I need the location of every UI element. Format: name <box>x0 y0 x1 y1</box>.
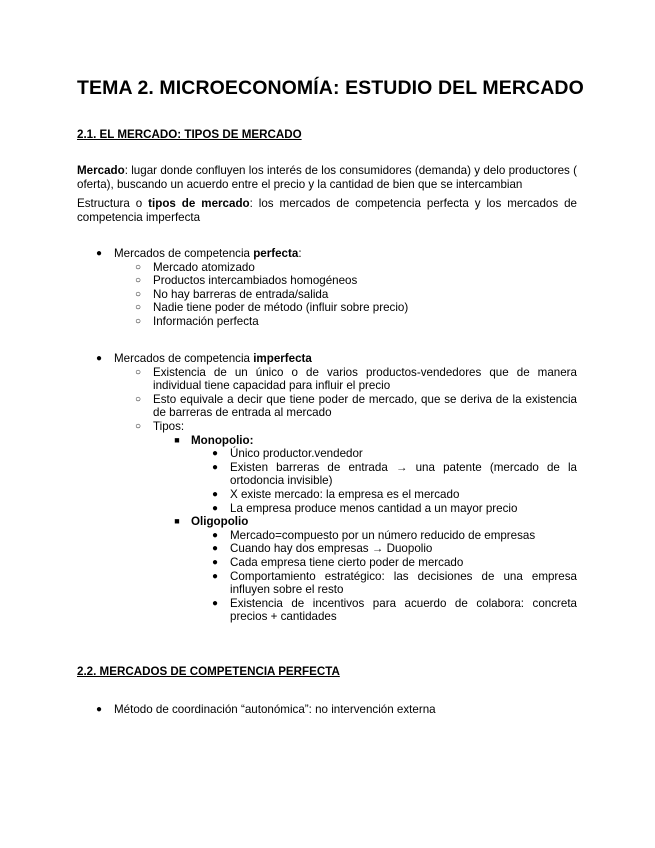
list-item: ○ Información perfecta <box>114 315 577 329</box>
list-item: ● Existencia de incentivos para acuerdo de colabora: concreta precios + cantidades <box>191 597 577 624</box>
term-tipos-de-mercado: tipos de mercado <box>148 197 250 210</box>
list-item: ○ Existencia de un único o de varios productos-vendedores que de manera individual tiene capacidad para influir el precio <box>114 366 577 393</box>
list-item: ○ Mercado atomizado <box>114 261 577 275</box>
bullet-icon: ● <box>211 543 219 555</box>
section-heading-2-2: 2.2. MERCADOS DE COMPETENCIA PERFECTA <box>77 665 340 678</box>
list-item <box>153 515 577 624</box>
list-item: ● X existe mercado: la empresa es el mercado <box>191 488 577 502</box>
list-item: ○ Productos intercambiados homogéneos <box>114 274 577 288</box>
circle-bullet-icon: ○ <box>134 302 142 314</box>
list-item <box>77 247 577 329</box>
list-competencia-imperfecta <box>77 352 577 624</box>
term-mercado: Mercado <box>77 164 125 177</box>
perfecta-sublist <box>114 261 577 329</box>
list-item: ● Único productor.vendedor <box>191 447 577 461</box>
list-item: ● Método de coordinación “autonómica”: no intervención externa <box>77 703 577 717</box>
list-item <box>77 352 577 624</box>
paragraph-estructura <box>77 197 577 224</box>
bullet-icon: ● <box>211 556 219 568</box>
tipos-label: Tipos: <box>153 419 185 433</box>
list-item: ○ Nadie tiene poder de método (influir sobre precio) <box>114 301 577 315</box>
circle-bullet-icon: ○ <box>134 315 142 327</box>
circle-bullet-icon: ○ <box>134 393 142 405</box>
circle-bullet-icon: ○ <box>134 366 142 378</box>
bullet-icon: ● <box>211 570 219 582</box>
list-competencia-perfecta <box>77 247 577 329</box>
section-heading-2-1: 2.1. EL MERCADO: TIPOS DE MERCADO <box>77 128 302 141</box>
bullet-icon: ● <box>211 597 219 609</box>
perfecta-label: Mercados de competencia perfecta: <box>114 247 302 260</box>
bullet-icon: ● <box>211 488 219 500</box>
mercado-definition-text: : lugar donde confluyen los interés de los consumidores (demanda) y delo productores ( oferta), buscando un acuerdo entre el precio y la cantidad de bien que se intercambian <box>77 164 577 191</box>
list-item: ○ Esto equivale a decir que tiene poder de mercado, que se deriva de la existencia de barreras de entrada al mercado <box>114 393 577 420</box>
bullet-icon: ● <box>95 704 103 715</box>
oligopolio-label: Oligopolio <box>191 515 249 529</box>
imperfecta-sublist <box>114 366 577 624</box>
tipos-sublist <box>153 434 577 624</box>
circle-bullet-icon: ○ <box>134 275 142 287</box>
estructura-text: : los mercados de competencia perfecta y los mercados de competencia imperfecta <box>77 197 577 224</box>
list-item: ● Comportamiento estratégico: las decisiones de una empresa influyen sobre el resto <box>191 570 577 597</box>
list-item: ● Mercado=compuesto por un número reducido de empresas <box>191 529 577 543</box>
monopolio-sublist <box>191 447 577 515</box>
list-item: ● Cada empresa tiene cierto poder de mercado <box>191 556 577 570</box>
paragraph-mercado-definition <box>77 164 577 191</box>
bullet-icon: ● <box>95 353 103 364</box>
square-bullet-icon: ■ <box>174 434 180 445</box>
bullet-icon: ● <box>211 502 219 514</box>
square-bullet-icon: ■ <box>174 516 180 527</box>
circle-bullet-icon: ○ <box>134 288 142 300</box>
bullet-icon: ● <box>95 248 103 259</box>
imperfecta-label: Mercados de competencia imperfecta <box>114 352 312 365</box>
monopolio-label: Monopolio: <box>191 433 254 447</box>
bullet-icon: ● <box>211 448 219 460</box>
bullet-icon: ● <box>211 461 219 473</box>
list-item <box>153 434 577 516</box>
circle-bullet-icon: ○ <box>134 261 142 273</box>
bullet-icon: ● <box>211 529 219 541</box>
list-item: ● Existen barreras de entrada → una patente (mercado de la ortodoncia invisible) <box>191 461 577 488</box>
estructura-lead: Estructura o <box>77 197 149 210</box>
list-item: ○ No hay barreras de entrada/salida <box>114 288 577 302</box>
list-item: ● La empresa produce menos cantidad a un mayor precio <box>191 502 577 516</box>
oligopolio-sublist <box>191 529 577 624</box>
list-item <box>114 420 577 624</box>
list-item: ● Cuando hay dos empresas → Duopolio <box>191 542 577 556</box>
list-competencia-perfecta-section <box>77 703 577 717</box>
page-title: TEMA 2. MICROECONOMÍA: ESTUDIO DEL MERCADO <box>77 77 584 99</box>
circle-bullet-icon: ○ <box>134 420 142 432</box>
